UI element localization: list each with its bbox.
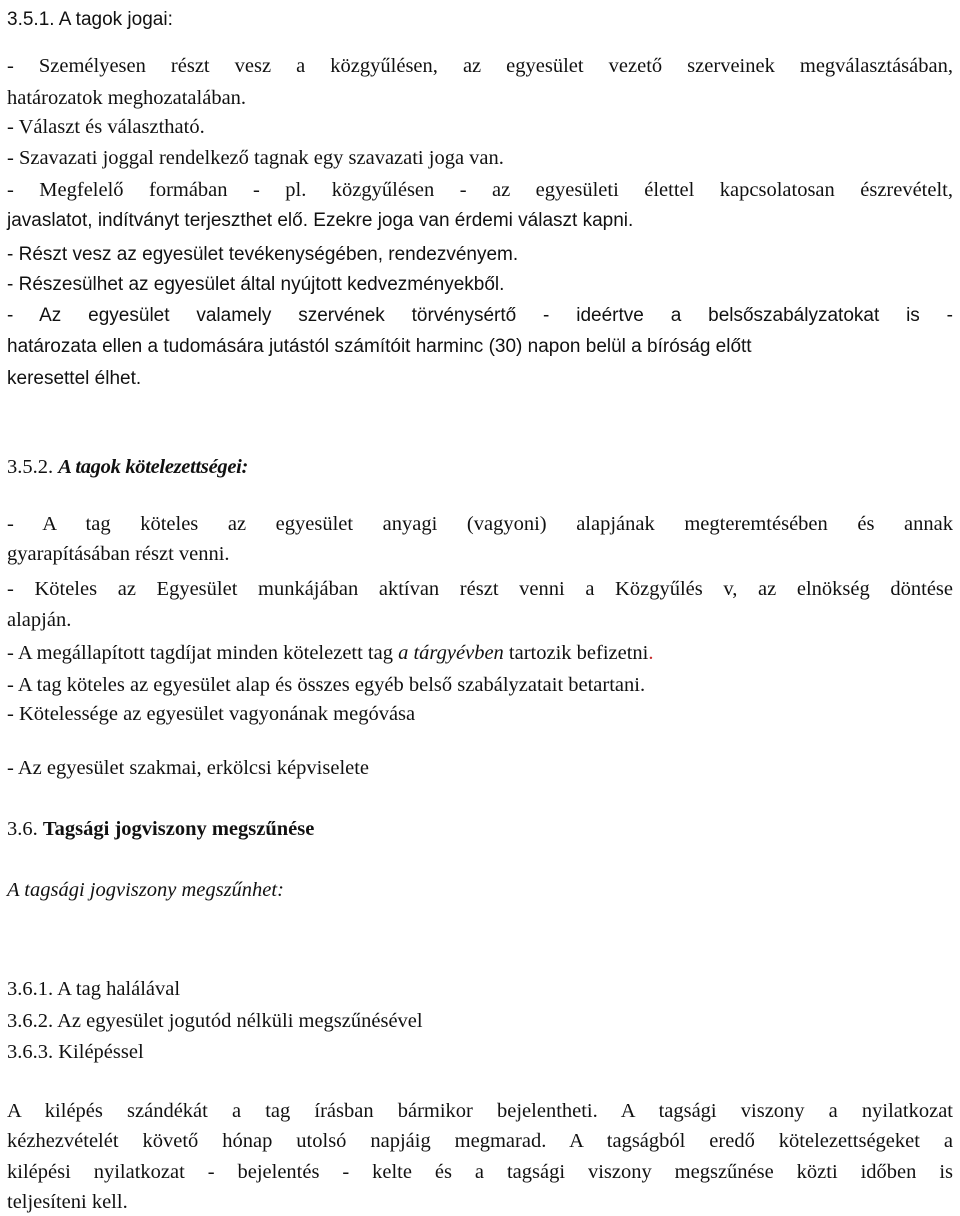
rights-line-8: - Részesülhet az egyesület által nyújtott kedvezményekből.	[7, 274, 505, 295]
termination-item-2: 3.6.2. Az egyesület jogutód nélküli megszűnésével	[7, 1010, 423, 1032]
paragraph-line-2: kézhezvételét követő hónap utolsó napjáig megmarad. A tagságból eredő kötelezettségeket a	[7, 1130, 953, 1152]
rights-line-1: - Személyesen részt vesz a közgyűlésen, az egyesület vezető szerveinek megválasztásában,	[7, 55, 953, 77]
section-title-3-6: Tagsági jogviszony megszűnése	[42, 818, 315, 840]
termination-subtitle: A tagsági jogviszony megszűnhet:	[7, 879, 284, 901]
duties-line-4: alapján.	[7, 609, 72, 631]
fee-suffix: tartozik befizetni	[503, 642, 649, 664]
section-heading-3-6	[7, 816, 953, 842]
rights-line-7: - Részt vesz az egyesület tevékenységében, rendezvényem.	[7, 244, 519, 265]
rights-line-10: határozata ellen a tudomására jutástól számítóit harminc (30) napon belül a bíróság előtt	[7, 336, 752, 357]
section-number-3-5-2: 3.5.2.	[7, 456, 59, 478]
termination-item-3: 3.6.3. Kilépéssel	[7, 1041, 144, 1063]
duties-line-8: - Az egyesület szakmai, erkölcsi képviselete	[7, 757, 370, 779]
fee-period: .	[648, 642, 654, 664]
fee-italic: a tárgyévben	[398, 642, 504, 664]
duties-line-2: gyarapításában részt venni.	[7, 543, 230, 565]
duties-line-6: - A tag köteles az egyesület alap és összes egyéb belső szabályzatait betartani.	[7, 674, 646, 696]
rights-line-2: határozatok meghozatalában.	[7, 87, 247, 109]
duties-line-7: - Kötelessége az egyesület vagyonának megóvása	[7, 703, 416, 725]
rights-line-4: - Szavazati joggal rendelkező tagnak egy szavazati joga van.	[7, 147, 504, 169]
paragraph-line-3: kilépési nyilatkozat - bejelentés - kelte és a tagsági viszony megszűnése közti időben is	[7, 1161, 953, 1183]
duties-line-3: - Köteles az Egyesület munkájában aktívan részt venni a Közgyűlés v, az elnökség döntése	[7, 578, 953, 600]
section-title-3-5-2: A tagok kötelezettségei:	[58, 456, 249, 478]
rights-line-5: - Megfelelő formában - pl. közgyűlésen - az egyesületi élettel kapcsolatosan észrevételt,	[7, 179, 953, 201]
rights-line-6b: Ezekre joga van érdemi választ kapni.	[308, 210, 634, 231]
paragraph-line-4: teljesíteni kell.	[7, 1191, 128, 1213]
duties-line-1: - A tag köteles az egyesület anyagi (vagyoni) alapjának megteremtésében és annak	[7, 513, 953, 535]
section-heading-3-5-2	[7, 454, 953, 480]
duties-line-fee	[7, 640, 953, 666]
section-number-3-6: 3.6.	[7, 818, 43, 840]
paragraph-line-1: A kilépés szándékát a tag írásban bármikor bejelentheti. A tagsági viszony a nyilatkozat	[7, 1100, 953, 1122]
rights-line-11: keresettel élhet.	[7, 368, 142, 389]
fee-prefix: - A megállapított tagdíjat minden kötelezett tag	[7, 642, 399, 664]
termination-item-1: 3.6.1. A tag halálával	[7, 978, 181, 1000]
rights-line-6	[7, 208, 953, 234]
rights-line-3: - Választ és választható.	[7, 116, 205, 138]
rights-line-6a: javaslatot, indítványt terjeszthet elő.	[7, 210, 308, 231]
section-heading-3-5-1: 3.5.1. A tagok jogai:	[7, 9, 173, 30]
rights-line-9: - Az egyesület valamely szervének törvénysértő - ideértve a belsőszabályzatokat is -	[7, 305, 953, 326]
